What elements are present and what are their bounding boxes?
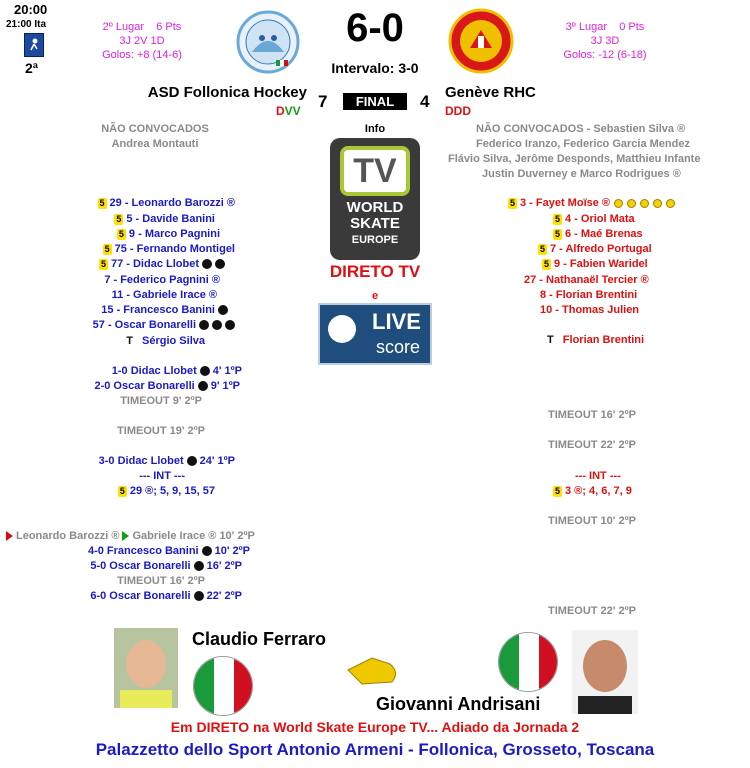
away-player-8[interactable]: 10 - Thomas Julien — [540, 304, 640, 316]
away-timeout-4: TIMEOUT 22' 2ºP — [548, 605, 636, 617]
home-shots: 7 — [318, 92, 328, 111]
italy-flag-icon — [193, 656, 253, 716]
tv-logo-wordmark: WORLD SKATE EUROPE — [346, 199, 404, 246]
home-player-3[interactable]: 5 9 - Marco Pagnini — [118, 228, 220, 240]
home-form: DVV — [276, 104, 301, 118]
globe-icon — [328, 315, 356, 343]
home-player-4[interactable]: 5 75 - Fernando Montigel — [104, 243, 235, 255]
goal-icon — [212, 320, 222, 330]
goal-icon — [200, 366, 210, 376]
live-score-logo[interactable]: LIVE score — [318, 303, 432, 365]
sub-in-icon — [122, 531, 129, 541]
goal-icon — [215, 259, 225, 269]
away-timeout-2: TIMEOUT 22' 2ºP — [548, 439, 636, 451]
away-player-7[interactable]: 8 - Florian Brentini — [540, 289, 638, 301]
away-player-1[interactable]: 5 3 - Fayet Moïse ® — [508, 196, 675, 210]
home-goal-4: 4-0 Francesco Banini 10' 2ºP — [87, 545, 250, 557]
home-player-2[interactable]: 5 5 - Davide Banini — [116, 213, 215, 225]
away-player-5[interactable]: 5 9 - Fabien Waridel — [543, 258, 648, 270]
whistle-icon — [342, 650, 402, 690]
away-timeout-1: TIMEOUT 16' 2ºP — [548, 409, 636, 421]
home-timeout-3: TIMEOUT 16' 2ºP — [117, 575, 205, 587]
final-score: 6-0 — [346, 6, 404, 50]
home-interval-lineup: 5 29 ®; 5, 9, 15, 57 — [119, 485, 215, 497]
italy-flag-icon — [498, 632, 558, 692]
away-coach[interactable]: T Florian Brentini — [547, 334, 645, 346]
away-team-logo[interactable] — [448, 8, 514, 74]
home-goal-6: 6-0 Oscar Bonarelli 22' 2ºP — [90, 590, 242, 602]
away-team-name[interactable]: Genève RHC — [445, 84, 536, 101]
home-goal-5: 5-0 Oscar Bonarelli 16' 2ºP — [90, 560, 242, 572]
away-player-3[interactable]: 5 6 - Maé Brenas — [554, 228, 643, 240]
goal-icon — [187, 456, 197, 466]
venue-label[interactable]: Palazzetto dello Sport Antonio Armeni - Follonica, Grosseto, Toscana — [95, 740, 655, 759]
home-player-5[interactable]: 5 77 - Didac Llobet — [99, 257, 225, 271]
away-not-called: NÃO CONVOCADOS - Sebastien Silva ® Federico Iranzo, Federico Garcia Mendez Flávio Silva, Jerôme Desponds, Matthieu Infante Justin Duverney e Marco Rodrigues ® — [448, 123, 701, 180]
home-player-8[interactable]: 15 - Francesco Banini — [101, 303, 228, 317]
home-timeout-2: TIMEOUT 19' 2ºP — [117, 425, 205, 437]
home-goal-3: 3-0 Didac Llobet 24' 1ºP — [98, 455, 235, 467]
match-time: 20:00 — [14, 2, 48, 17]
away-timeout-3: TIMEOUT 10' 2ºP — [548, 515, 636, 527]
away-interval-lineup: 5 3 ®; 4, 6, 7, 9 — [554, 485, 632, 497]
referee-1-photo — [114, 628, 178, 708]
round-label: 2ª — [25, 60, 38, 76]
home-team-logo[interactable] — [236, 10, 300, 74]
goal-icon — [194, 561, 204, 571]
away-interval-label: --- INT --- — [575, 470, 621, 482]
info-label[interactable]: Info — [364, 123, 386, 135]
goal-icon — [218, 305, 228, 315]
referee-1-name: Claudio Ferraro — [192, 629, 327, 649]
away-player-6[interactable]: 27 - Nathanaël Tercier ® — [524, 274, 649, 286]
home-timeout-1: TIMEOUT 9' 2ºP — [120, 395, 202, 407]
goal-icon — [194, 591, 204, 601]
interval-score: Intervalo: 3-0 — [331, 60, 419, 76]
league-icon — [24, 33, 44, 57]
home-goal-2: 2-0 Oscar Bonarelli 9' 1ºP — [94, 380, 240, 392]
home-coach[interactable]: T Sérgio Silva — [126, 335, 205, 347]
home-team-name[interactable]: ASD Follonica Hockey — [147, 84, 307, 101]
home-player-9[interactable]: 57 - Oscar Bonarelli — [93, 318, 235, 332]
away-stats: 3º Lugar 0 Pts 3J 3D Golos: -12 (6-18) — [563, 21, 647, 61]
away-form: DDD — [445, 104, 471, 118]
home-not-called: NÃO CONVOCADOS Andrea Montauti — [101, 123, 209, 150]
home-stats: 2º Lugar 6 Pts 3J 2V 1D Golos: +8 (14-6) — [102, 21, 182, 61]
home-player-1[interactable]: 5 29 - Leonardo Barozzi ® — [99, 197, 235, 209]
away-shots: 4 — [420, 92, 430, 111]
home-goal-1: 1-0 Didac Llobet 4' 1ºP — [111, 365, 242, 377]
home-player-6[interactable]: 7 - Federico Pagnini ® — [104, 274, 220, 286]
match-time-local: 21:00 Ita — [6, 19, 47, 30]
world-skate-tv-logo[interactable]: TV WORLD SKATE EUROPE — [330, 138, 420, 260]
goal-icon — [202, 259, 212, 269]
broadcast-note: Em DIRETO na World Skate Europe TV... Adiado da Jornada 2 — [170, 719, 580, 735]
home-interval-label: --- INT --- — [139, 470, 185, 482]
home-player-7[interactable]: 11 - Gabriele Irace ® — [111, 289, 217, 301]
referee-2-photo — [572, 630, 638, 714]
home-substitution: Leonardo Barozzi ® Gabriele Irace ® 10' 2ºP — [6, 529, 255, 543]
referee-2-name: Giovanni Andrisani — [376, 694, 541, 714]
goal-icon — [198, 381, 208, 391]
away-player-4[interactable]: 5 7 - Alfredo Portugal — [539, 243, 652, 255]
goal-icon — [202, 546, 212, 556]
goal-icon — [199, 320, 209, 330]
match-status-badge: FINAL — [343, 93, 407, 110]
and-label: e — [371, 290, 379, 302]
goal-icon — [225, 320, 235, 330]
sub-out-icon — [6, 531, 13, 541]
direct-tv-label: DIRETO TV — [329, 262, 421, 281]
away-player-2[interactable]: 5 4 - Oriol Mata — [554, 213, 635, 225]
